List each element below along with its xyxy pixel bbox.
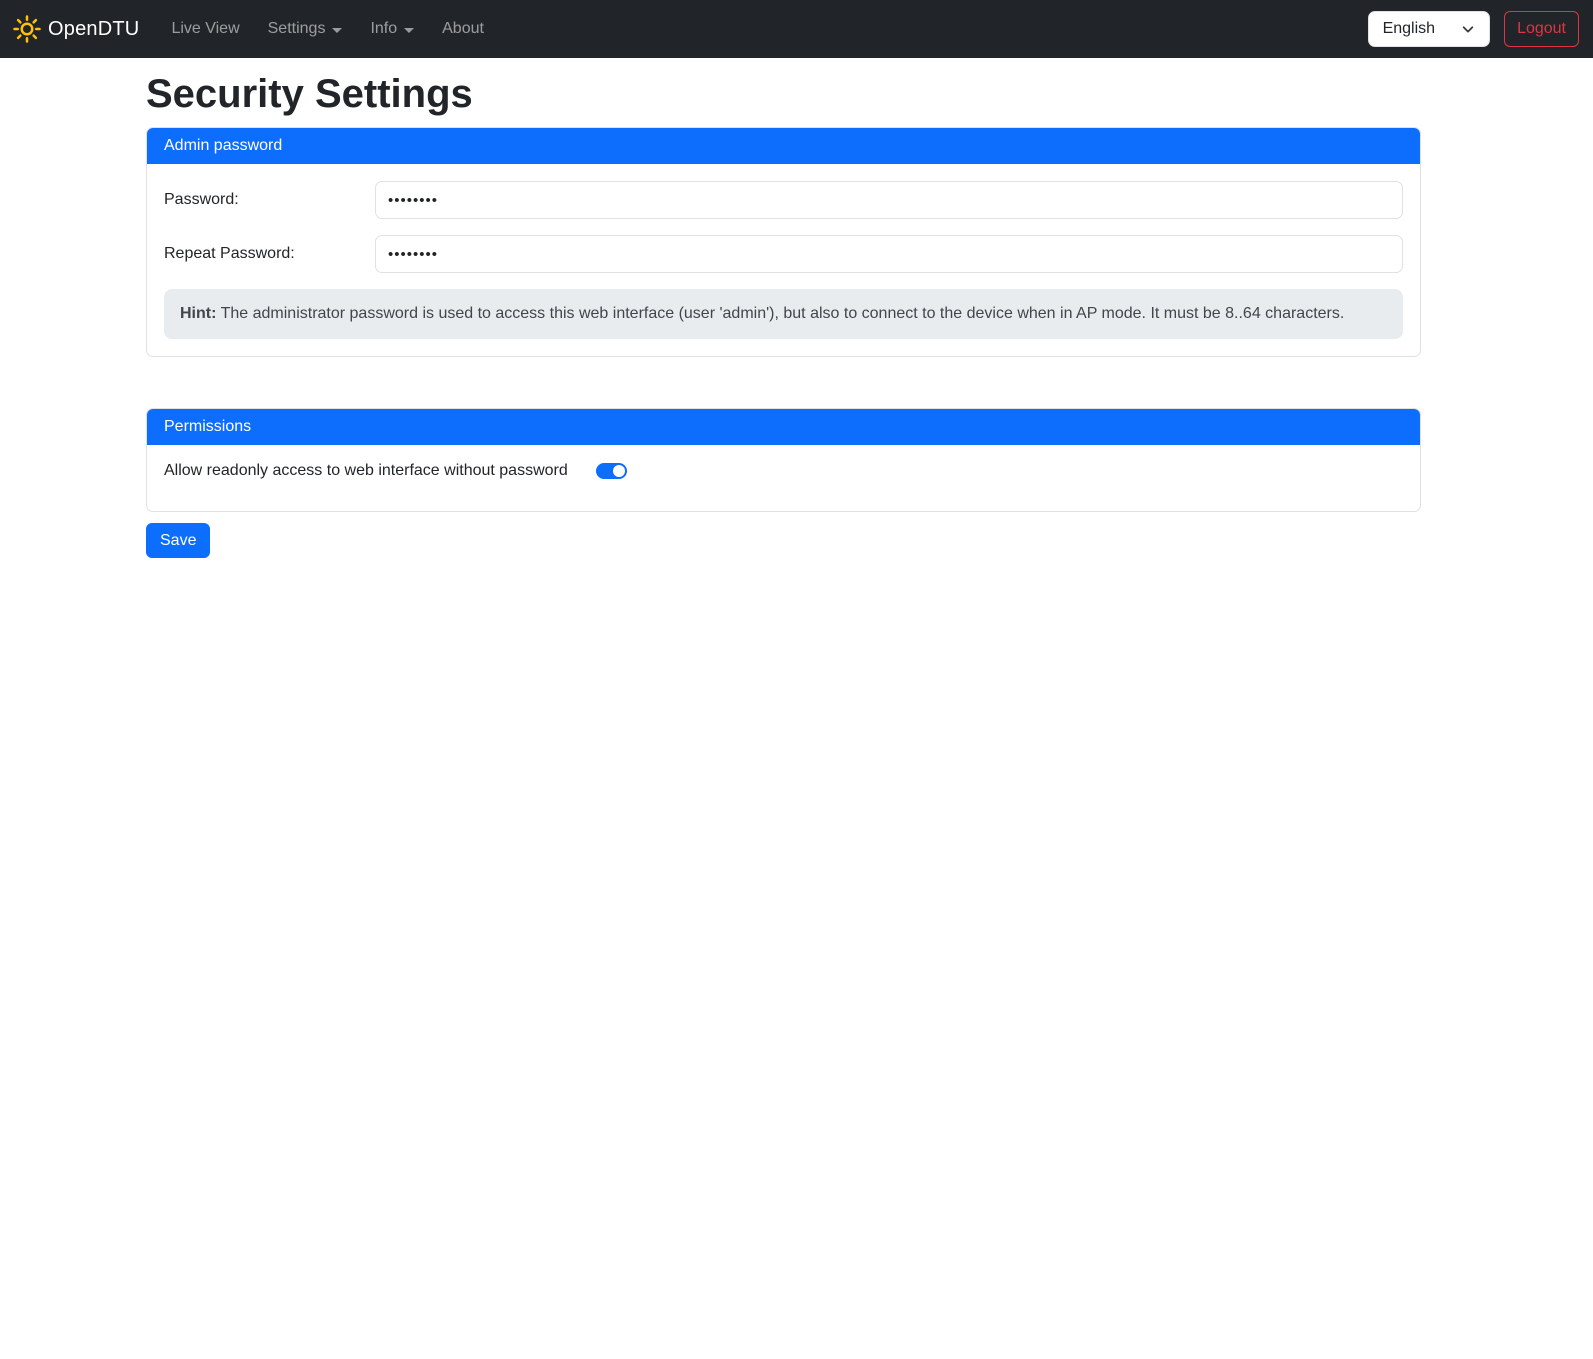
readonly-access-label: Allow readonly access to web interface without password bbox=[164, 462, 568, 479]
permissions-card-body bbox=[147, 445, 1420, 511]
main-content bbox=[146, 72, 1421, 558]
navbar bbox=[0, 0, 1593, 58]
nav-items bbox=[157, 0, 498, 58]
nav-item-label: About bbox=[442, 20, 484, 37]
chevron-down-icon bbox=[1461, 22, 1475, 36]
password-label: Password: bbox=[164, 191, 239, 208]
page-title: Security Settings bbox=[146, 72, 473, 116]
nav-item-live-view[interactable] bbox=[157, 12, 253, 46]
nav-item-settings[interactable] bbox=[254, 12, 357, 46]
repeat-password-label: Repeat Password: bbox=[164, 245, 295, 262]
brand-link[interactable] bbox=[12, 14, 139, 44]
password-hint bbox=[164, 289, 1403, 339]
caret-down-icon bbox=[332, 28, 342, 33]
password-hint-text: The administrator password is used to access this web interface (user 'admin'), but also to connect to the device when in AP mode. It must be 8..64 characters. bbox=[216, 305, 1345, 322]
toggle-knob bbox=[613, 465, 625, 477]
save-button[interactable]: Save bbox=[146, 523, 210, 558]
admin-password-card-header: Admin password bbox=[147, 128, 1420, 164]
caret-down-icon bbox=[404, 28, 414, 33]
admin-password-card-body bbox=[147, 164, 1420, 356]
repeat-password-row bbox=[164, 235, 1403, 273]
logout-button[interactable]: Logout bbox=[1504, 11, 1579, 47]
nav-item-info[interactable] bbox=[356, 12, 428, 46]
sun-icon bbox=[12, 14, 42, 44]
nav-item-label: Info bbox=[370, 20, 398, 37]
readonly-access-toggle[interactable] bbox=[596, 463, 627, 479]
permissions-card bbox=[146, 408, 1421, 512]
readonly-access-row bbox=[164, 462, 1403, 480]
nav-item-label: Settings bbox=[267, 20, 326, 37]
language-selected-label: English bbox=[1382, 20, 1436, 37]
admin-password-card bbox=[146, 127, 1421, 357]
password-row bbox=[164, 181, 1403, 219]
permissions-card-header: Permissions bbox=[147, 409, 1420, 445]
nav-item-about[interactable] bbox=[428, 12, 498, 46]
password-hint-bold: Hint: bbox=[180, 305, 217, 322]
language-select[interactable] bbox=[1368, 11, 1490, 47]
repeat-password-input[interactable] bbox=[375, 235, 1403, 273]
nav-item-label: Live View bbox=[171, 20, 240, 37]
section-spacer bbox=[146, 357, 1421, 408]
brand-label: OpenDTU bbox=[48, 17, 140, 40]
password-input[interactable] bbox=[375, 181, 1403, 219]
navbar-right bbox=[1368, 11, 1579, 47]
